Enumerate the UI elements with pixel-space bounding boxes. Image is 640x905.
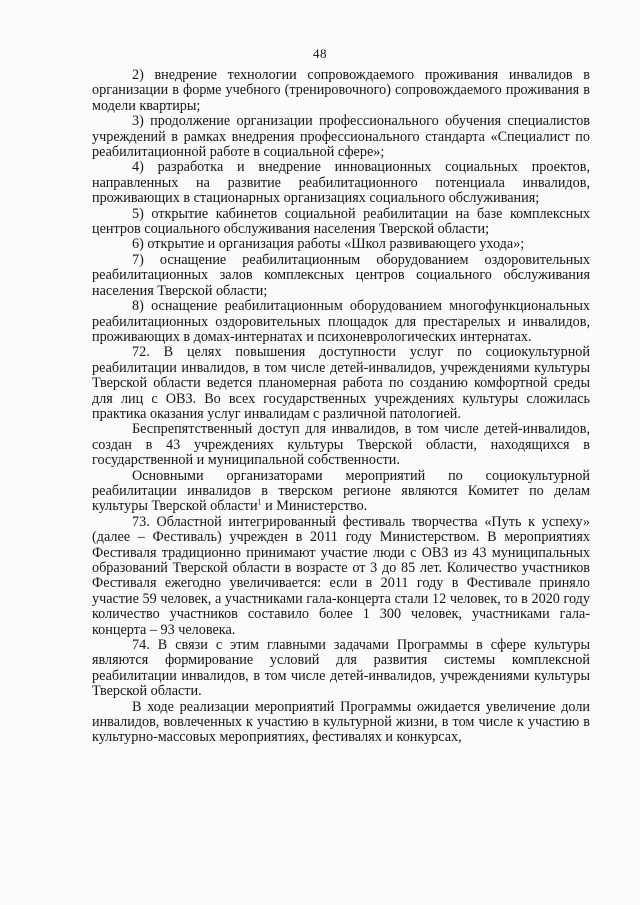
page-number: 48 bbox=[313, 46, 327, 61]
paragraph-72: 72. В целях повышения доступности услуг по социокультурной реабилитации инвалидов, в том числе детей-инвалидов, учреждениями культуры Тверской области ведется планомерная работа по созданию комфортной среды для лиц с ОВЗ. Во всех государственных учреждениях культуры сложилась практика оказания услуг инвалидам с различной патологией. bbox=[92, 344, 590, 422]
footnote-mark: 1 bbox=[257, 497, 262, 507]
organizers-text-end: и Министерство. bbox=[261, 498, 368, 515]
paragraph-accessibility: Беспрепятственный доступ для инвалидов, в том числе детей-инвалидов, создан в 43 учреждениях культуры Тверской области, находящихся в государственной и муниципальной собственности. bbox=[92, 421, 590, 469]
paragraph-73: 73. Областной интегрированный фестиваль творчества «Путь к успеху» (далее – Фестиваль) учрежден в 2011 году Министерством. В мероприятиях Фестиваля традиционно принимают участие люди с ОВЗ из 43 муниципальных образований Тверской области в возрасте от 3 до 85 лет. Количество участников Фестиваля ежегодно увеличивается: если в 2011 году в Фестивале приняло участие 59 человек, а участниками гала-концерта стали 12 человек, то в 2020 году количество участников составило более 1 300 человек, участниками гала-концерта – 93 человека. bbox=[92, 513, 590, 638]
paragraph-item-8: 8) оснащение реабилитационным оборудованием многофункциональных реабилитационных оздоровительных площадок для престарелых и инвалидов, проживающих в домах-интернатах и психоневрологических интернатах. bbox=[92, 298, 590, 345]
paragraph-organizers bbox=[92, 469, 590, 515]
paragraph-item-7: 7) оснащение реабилитационным оборудованием оздоровительных реабилитационных залов комплексных центров социального обслуживания населения Тверской области; bbox=[92, 251, 590, 299]
paragraph-74: 74. В связи с этим главными задачами Программы в сфере культуры являются формирование условий для развития системы комплексной реабилитации инвалидов, в том числе детей-инвалидов, учреждениями культуры Тверской области. bbox=[92, 637, 590, 700]
organizers-text: Основными организаторами мероприятий по социокультурной реабилитации инвалидов в тверском регионе являются Комитет по делам культуры Тверской области bbox=[92, 467, 590, 515]
paragraph-item-3: 3) продолжение организации профессионального обучения специалистов учреждений в рамках внедрения профессионального стандарта «Специалист по реабилитационной работе в социальной сфере»; bbox=[92, 113, 590, 161]
paragraph-item-5: 5) открытие кабинетов социальной реабилитации на базе комплексных центров социального обслуживания населения Тверской области; bbox=[92, 205, 590, 238]
paragraph-item-6: 6) открытие и организация работы «Школ развивающего ухода»; bbox=[132, 236, 525, 253]
paragraph-item-4: 4) разработка и внедрение инновационных социальных проектов, направленных на развитие реабилитационного потенциала инвалидов, проживающих в стационарных организациях социального обслуживания; bbox=[92, 159, 590, 207]
paragraph-expected-results: В ходе реализации мероприятий Программы ожидается увеличение доли инвалидов, вовлеченных к участию в культурной жизни, в том числе к участию в культурно-массовых мероприятиях, фестивалях и конкурсах, bbox=[92, 698, 590, 746]
document-body bbox=[92, 68, 590, 746]
paragraph-item-2: 2) внедрение технологии сопровождаемого проживания инвалидов в организации в форме учебного (тренировочного) сопровождаемого проживания в модели квартиры; bbox=[92, 67, 590, 114]
